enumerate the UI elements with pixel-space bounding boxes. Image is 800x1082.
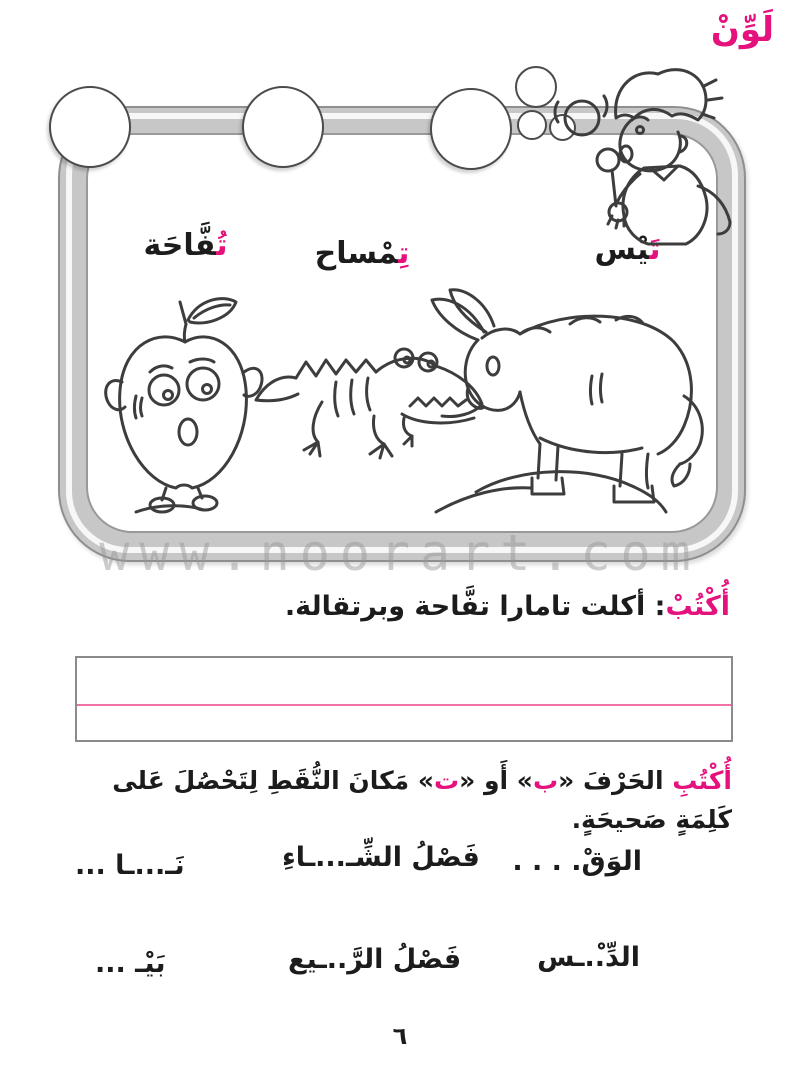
- frame-word-timsah: [292, 236, 432, 271]
- exercise-word-alwaqt[interactable]: الوَقْ. . . .: [512, 846, 642, 877]
- fill-instruction-part1: الحَرْفَ «: [558, 766, 673, 795]
- fill-instruction: [60, 762, 732, 840]
- frame-word-tuffaha: [128, 228, 243, 263]
- bubble-small-1: [515, 66, 557, 108]
- frame-word-tuffaha-rest: ‍فَّاحَة: [143, 228, 217, 263]
- exercise-word-fasl-ashshitaa[interactable]: فَصْلُ الشِّـ...ـاءِ: [282, 842, 480, 873]
- frame-word-timsah-pink-letter: تِ‍: [398, 236, 410, 271]
- exercise-word-fasl-arrabee[interactable]: فَصْلُ الرَّ..ـيع: [288, 944, 462, 975]
- watermark: www.noorart.com: [99, 524, 701, 582]
- boy-blowing-bubbles-illustration: [552, 56, 742, 266]
- fill-instruction-verb: أُكْتُبِ: [672, 766, 732, 795]
- fill-instruction-letter-ba: ب: [532, 766, 559, 795]
- fill-instruction-part2: » أَو «: [459, 766, 533, 795]
- page-number: ٦: [392, 1022, 408, 1050]
- fill-instruction-part3: » مَكانَ النُّقَطِ لِتَحْصُلَ عَلى كَلِمَةٍ صَحيحَةٍ.: [112, 766, 732, 834]
- write-instruction-verb: أُكْتُبْ: [665, 591, 730, 622]
- frame-word-tays-rest: ‍يْس: [594, 232, 650, 267]
- exercise-word-nabaat[interactable]: نَـ...ـا ...: [75, 850, 185, 881]
- write-instruction: [70, 586, 730, 628]
- bubble-circle-3: [430, 88, 512, 170]
- frame-word-tays-pink-letter: تَ‍: [649, 232, 661, 267]
- exercise-word-addibs[interactable]: الدِّ.ْ.ـس: [537, 942, 640, 973]
- frame-word-timsah-rest: ‍مْساح: [314, 236, 399, 271]
- write-instruction-sentence: : أكلت تامارا تفَّاحة وبرتقالة.: [284, 591, 666, 622]
- fill-instruction-letter-ta: ت: [434, 766, 460, 795]
- exercise-word-bayt[interactable]: بَيْـ ...: [95, 948, 166, 979]
- apple-character-illustration: [100, 296, 268, 514]
- billy-goat-illustration: [420, 286, 718, 514]
- writing-baseline: [77, 704, 731, 706]
- bubble-circle-2: [242, 86, 324, 168]
- bubble-small-2: [517, 110, 547, 140]
- frame-word-tuffaha-pink-letter: تُ‍: [216, 228, 228, 263]
- page-title: لَوِّنْ: [710, 10, 774, 50]
- bubble-circle-1: [49, 86, 131, 168]
- writing-box[interactable]: [75, 656, 733, 742]
